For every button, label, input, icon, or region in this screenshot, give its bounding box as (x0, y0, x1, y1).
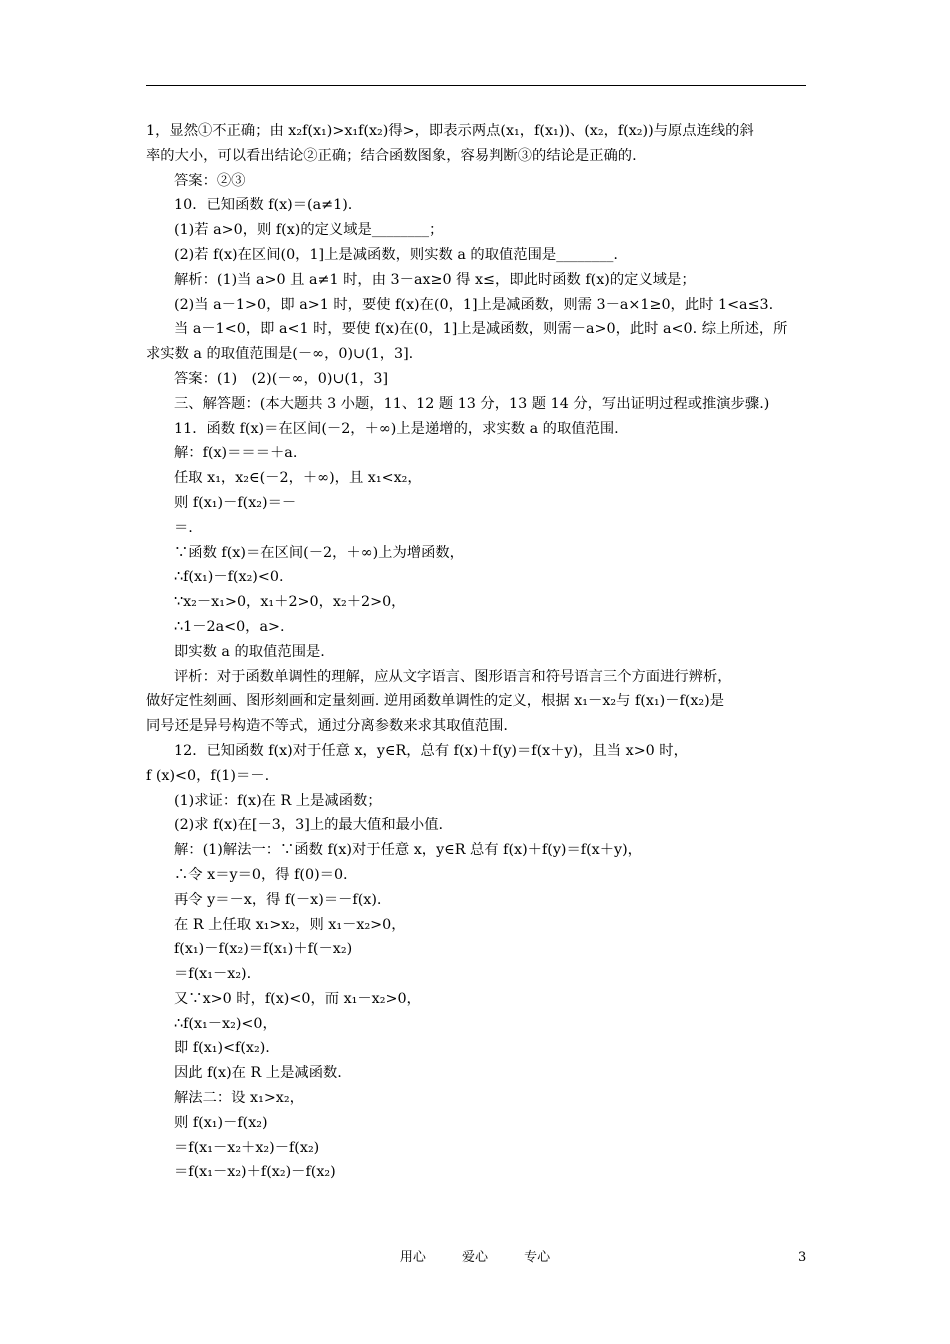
text-line: 当 a－1<0，即 a<1 时，要使 f(x)在(0，1]上是减函数，则需－a>0，此时 a<0. 综上所述，所 (174, 321, 788, 338)
text-line: 求实数 a 的取值范围是(－∞，0)∪(1，3]. (146, 346, 414, 363)
text-line: 解：f(x)＝＝＝＋a. (174, 445, 298, 462)
text-line: 率的大小，可以看出结论②正确；结合函数图象，容易判断③的结论是正确的. (146, 147, 637, 164)
document-body (146, 119, 808, 1185)
text-line: ∴令 x＝y＝0，得 f(0)＝0. (174, 866, 348, 883)
text-line: 同号还是异号构造不等式，通过分离参数来求其取值范围. (146, 718, 508, 735)
text-line: (2)若 f(x)在区间(0，1]上是减函数，则实数 a 的取值范围是________. (174, 246, 618, 263)
text-line: ＝f(x₁－x₂)＋f(x₂)－f(x₂) (174, 1164, 336, 1181)
text-line: ＝. (174, 519, 193, 536)
text-line: ∵x₂－x₁>0，x₁＋2>0，x₂＋2>0， (174, 594, 406, 611)
text-line: ∴f(x₁)－f(x₂)<0. (174, 569, 284, 586)
text-line: (2)求 f(x)在[－3，3]上的最大值和最小值. (174, 817, 444, 834)
text-line: ∵函数 f(x)＝在区间(－2，＋∞)上为增函数， (174, 544, 464, 561)
footer-text-2: 爱心 (461, 1250, 488, 1265)
text-line: (2)当 a－1>0，即 a>1 时，要使 f(x)在(0，1]上是减函数，则需 3－a×1≥0，此时 1<a≤3. (174, 296, 774, 313)
text-line: (1)求证：f(x)在 R 上是减函数； (174, 792, 382, 809)
text-line: ∴1－2a<0，a>. (174, 618, 285, 635)
text-line: 再令 y＝－x，得 f(－x)＝－f(x). (174, 891, 382, 908)
text-line: 因此 f(x)在 R 上是减函数. (174, 1065, 342, 1082)
page-number: 3 (798, 1250, 807, 1265)
text-line: 答案：(1) (2)(－∞，0)∪(1，3] (174, 370, 389, 387)
text-line: 则 f(x₁)－f(x₂) (174, 1114, 268, 1131)
text-line: ∴f(x₁－x₂)<0， (174, 1015, 277, 1032)
text-line: ＝f(x₁－x₂＋x₂)－f(x₂) (174, 1139, 320, 1156)
text-line: 在 R 上任取 x₁>x₂，则 x₁－x₂>0， (174, 916, 406, 933)
text-line: 答案：②③ (174, 172, 246, 189)
text-line: f (x)<0，f(1)＝－. (146, 767, 270, 784)
header-rule (146, 85, 806, 86)
text-line: f(x₁)－f(x₂)＝f(x₁)＋f(－x₂) (174, 941, 353, 958)
text-line: 即 f(x₁)<f(x₂). (174, 1040, 270, 1057)
text-line: 解法二：设 x₁>x₂， (174, 1090, 304, 1107)
text-line: 1，显然①不正确；由 x₂f(x₁)>x₁f(x₂)得>，即表示两点(x₁，f(x₁))、(x₂，f(x₂))与原点连线的斜 (146, 123, 754, 139)
text-line: 12．已知函数 f(x)对于任意 x，y∈R，总有 f(x)＋f(y)＝f(x＋y)，且当 x>0 时， (174, 742, 688, 759)
text-line: 任取 x₁，x₂∈(－2，＋∞)，且 x₁<x₂， (174, 470, 422, 487)
footer-text-1: 用心 (399, 1250, 426, 1265)
text-line: 评析：对于函数单调性的理解，应从文字语言、图形语言和符号语言三个方面进行辨析， (174, 668, 732, 685)
text-line: ＝f(x₁－x₂). (174, 966, 252, 983)
text-line: 10．已知函数 f(x)＝(a≠1). (174, 197, 353, 214)
text-line: 11．函数 f(x)＝在区间(－2，＋∞)上是递增的，求实数 a 的取值范围. (174, 420, 619, 437)
footer-text-3: 专心 (524, 1250, 551, 1265)
text-line: (1)若 a>0，则 f(x)的定义域是________； (174, 222, 444, 239)
text-line: 做好定性刻画、图形刻画和定量刻画. 逆用函数单调性的定义，根据 x₁－x₂与 f(x₁)－f(x₂)是 (146, 693, 725, 710)
text-line: 解：(1)解法一：∵函数 f(x)对于任意 x，y∈R 总有 f(x)＋f(y)＝f(x＋y)， (174, 842, 642, 859)
text-line: 则 f(x₁)－f(x₂)＝－ (174, 494, 297, 511)
page-footer (0, 1250, 950, 1266)
text-line: 即实数 a 的取值范围是. (174, 643, 325, 660)
text-line: 解析：(1)当 a>0 且 a≠1 时，由 3－ax≥0 得 x≤，即此时函数 f(x)的定义域是； (174, 271, 696, 288)
text-line: 三、解答题：(本大题共 3 小题，11、12 题 13 分，13 题 14 分，写出证明过程或推演步骤.) (174, 395, 770, 412)
text-line: 又∵x>0 时，f(x)<0，而 x₁－x₂>0， (174, 990, 421, 1007)
